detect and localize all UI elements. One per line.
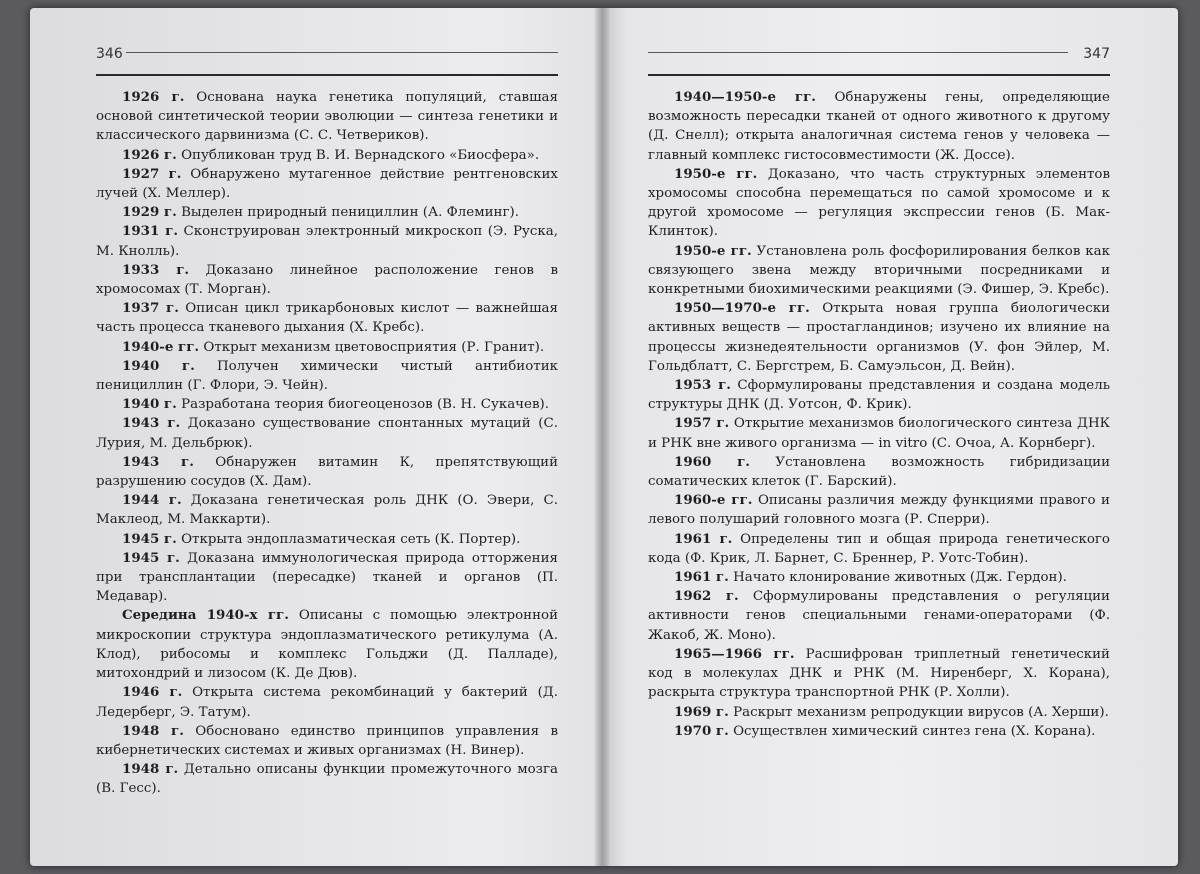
entry-text: Раскрыт механизм репродукции вирусов (А. Херши). bbox=[733, 704, 1109, 720]
entry-text: Доказано, что часть структурных элементов хромосомы способна перемещаться по самой хромосоме и к другой хромосоме — регуляция экспрессии генов (Б. Мак-Клинток). bbox=[648, 166, 1110, 240]
timeline-entry bbox=[96, 414, 558, 452]
left-page-number: 346 bbox=[96, 46, 123, 62]
entry-text: Детально описаны функции промежуточного мозга (В. Гесс). bbox=[96, 762, 558, 797]
entry-text: Установлена роль фосфорилирования белков как связующего звена между вторичными посредниками и конкретными биохимическими реакциями (Э. Фишер, Э. Кребс). bbox=[648, 243, 1110, 298]
left-entries bbox=[96, 88, 558, 799]
entry-text: Обнаружено мутагенное действие рентгеновских лучей (Х. Меллер). bbox=[96, 166, 558, 202]
entry-text: Описаны с помощью электронной микроскопии структура эндоплазматического ретикулума (А. Клод), рибосомы и комплекс Гольджи (Д. Палладе), митохондрий и лизосом (К. Де Дюв). bbox=[96, 608, 559, 682]
timeline-entry bbox=[648, 645, 1110, 703]
timeline-entry bbox=[648, 88, 1110, 165]
right-page bbox=[648, 40, 1110, 850]
entry-year: 1962 г. bbox=[674, 588, 739, 605]
entry-year: 1926 г. bbox=[122, 146, 177, 163]
entry-text: Доказана иммунологическая природа отторжения при трансплантации (пересадке) тканей и органов (П. Медавар). bbox=[96, 550, 558, 605]
entry-year: 1957 г. bbox=[674, 415, 730, 432]
timeline-entry bbox=[648, 703, 1110, 722]
timeline-entry bbox=[648, 587, 1110, 645]
entry-year: 1960-е гг. bbox=[674, 492, 753, 509]
entry-text: Доказано существование спонтанных мутаций (С. Лурия, М. Дельбрюк). bbox=[96, 416, 558, 451]
entry-text: Сформулированы представления о регуляции активности генов специальными генами-операторами (Ф. Жакоб, Ж. Моно). bbox=[648, 589, 1110, 643]
timeline-entry bbox=[96, 146, 558, 165]
entry-year: 1943 г. bbox=[122, 453, 194, 470]
timeline-entry bbox=[648, 299, 1110, 376]
timeline-entry bbox=[96, 606, 558, 683]
entry-text: Открытие механизмов биологического синтеза ДНК и РНК вне живого организма — in vitro (С. Очоа, А. Корнберг). bbox=[648, 416, 1110, 451]
entry-year: 1944 г. bbox=[122, 492, 182, 509]
entry-text: Основана наука генетика популяций, ставшая основой синтетической теории эволюции — синтеза генетики и классического дарвинизма (С. С. Четвериков). bbox=[96, 90, 558, 144]
entry-text: Открыта система рекомбинаций у бактерий (Д. Ледерберг, Э. Татум). bbox=[96, 685, 558, 720]
entry-text: Разработана теория биогеоценозов (В. Н. Сукачев). bbox=[181, 397, 549, 413]
entry-year: 1946 г. bbox=[122, 684, 183, 701]
timeline-entry bbox=[96, 683, 558, 721]
timeline-entry bbox=[96, 491, 558, 529]
entry-text: Выделен природный пенициллин (А. Флеминг). bbox=[181, 205, 519, 221]
entry-year: 1945 г. bbox=[122, 530, 177, 547]
entry-year: 1950-е гг. bbox=[674, 242, 752, 259]
entry-text: Описаны различия между функциями правого и левого полушарий головного мозга (Р. Сперри). bbox=[648, 493, 1110, 528]
entry-year: 1929 г. bbox=[122, 204, 177, 221]
timeline-entry bbox=[96, 299, 558, 337]
timeline-entry bbox=[96, 88, 558, 146]
entry-year: 1945 г. bbox=[122, 549, 180, 566]
timeline-entry bbox=[96, 530, 558, 549]
entry-year: 1940 г. bbox=[122, 396, 177, 413]
timeline-entry bbox=[648, 722, 1110, 741]
entry-text: Опубликован труд В. И. Вернадского «Биосфера». bbox=[181, 147, 540, 163]
timeline-entry bbox=[96, 203, 558, 222]
entry-text: Обосновано единство принципов управления в кибернетических системах и живых организмах (Н. Винер). bbox=[96, 723, 558, 758]
entry-text: Расшифрован триплетный генетический код в молекулах ДНК и РНК (М. Ниренберг, Х. Корана), раскрыта структура транспортной РНК (Р. Холли). bbox=[648, 646, 1110, 701]
header-rule bbox=[648, 52, 1068, 53]
timeline-entry bbox=[648, 165, 1110, 242]
entry-year: 1948 г. bbox=[122, 761, 179, 778]
entry-year: 1937 г. bbox=[122, 300, 179, 317]
entry-text: Открыт механизм цветовосприятия (Р. Гранит). bbox=[203, 339, 545, 355]
entry-year: 1926 г. bbox=[122, 89, 185, 105]
header-rule bbox=[126, 52, 558, 53]
entry-year: 1940 г. bbox=[122, 357, 195, 374]
right-page-header bbox=[648, 40, 1110, 76]
entry-text: Обнаружен витамин К, препятствующий разрушению сосудов (Х. Дам). bbox=[96, 454, 558, 490]
timeline-entry bbox=[96, 722, 558, 760]
entry-year: 1961 г. bbox=[674, 530, 733, 547]
entry-year: 1940—1950-е гг. bbox=[674, 89, 816, 105]
timeline-entry bbox=[648, 530, 1110, 568]
right-page-number: 347 bbox=[1083, 46, 1110, 62]
entry-year: 1948 г. bbox=[122, 722, 184, 739]
entry-year: 1961 г. bbox=[674, 569, 729, 586]
entry-text: Открыта эндоплазматическая сеть (К. Портер). bbox=[181, 531, 521, 547]
timeline-entry bbox=[96, 261, 558, 299]
timeline-entry bbox=[96, 222, 558, 260]
timeline-entry bbox=[96, 165, 558, 203]
timeline-entry bbox=[648, 568, 1110, 587]
entry-year: 1931 г. bbox=[122, 223, 179, 240]
timeline-entry bbox=[648, 491, 1110, 529]
entry-year: 1970 г. bbox=[674, 722, 729, 739]
entry-text: Сформулированы представления и создана модель структуры ДНК (Д. Уотсон, Ф. Крик). bbox=[648, 378, 1110, 413]
entry-text: Осуществлен химический синтез гена (Х. Корана). bbox=[733, 723, 1096, 739]
timeline-entry bbox=[648, 376, 1110, 414]
entry-year: 1960 г. bbox=[674, 453, 750, 470]
timeline-entry bbox=[96, 357, 558, 395]
entry-year: 1965—1966 гг. bbox=[674, 645, 795, 662]
entry-year: 1950—1970-е гг. bbox=[674, 300, 810, 317]
timeline-entry bbox=[648, 242, 1110, 300]
timeline-entry bbox=[96, 338, 558, 357]
entry-year: 1927 г. bbox=[122, 165, 182, 182]
timeline-entry bbox=[96, 549, 558, 607]
left-page-header bbox=[96, 40, 558, 76]
entry-year: 1943 г. bbox=[122, 415, 181, 432]
entry-year: 1950-е гг. bbox=[674, 165, 758, 182]
entry-text: Доказана генетическая роль ДНК (О. Эвери, С. Маклеод, М. Маккарти). bbox=[96, 493, 558, 528]
book-spine bbox=[595, 8, 609, 866]
timeline-entry bbox=[648, 453, 1110, 491]
timeline-entry bbox=[96, 395, 558, 414]
timeline-entry bbox=[96, 760, 558, 798]
right-entries bbox=[648, 88, 1110, 741]
entry-text: Начато клонирование животных (Дж. Гердон). bbox=[733, 570, 1067, 586]
entry-year: 1933 г. bbox=[122, 261, 190, 278]
timeline-entry bbox=[96, 453, 558, 491]
entry-text: Сконструирован электронный микроскоп (Э. Руска, М. Кнолль). bbox=[96, 224, 558, 259]
entry-text: Описан цикл трикарбоновых кислот — важнейшая часть процесса тканевого дыхания (Х. Кребс). bbox=[96, 301, 558, 336]
entry-year: 1940-е гг. bbox=[122, 338, 200, 355]
entry-year: Середина 1940-х гг. bbox=[122, 607, 289, 624]
entry-year: 1953 г. bbox=[674, 377, 731, 394]
entry-text: Доказано линейное расположение генов в хромосомах (Т. Морган). bbox=[96, 262, 558, 298]
timeline-entry bbox=[648, 414, 1110, 452]
entry-text: Открыта новая группа биологически активных веществ — простагландинов; изучено их влияние на процессы жизнедеятельности организмов (У. фон Эйлер, М. Гольдблатт, С. Бергстрем, Б. Самуэльсон, Д. Вейн). bbox=[648, 301, 1111, 374]
left-page bbox=[96, 40, 558, 850]
entry-year: 1969 г. bbox=[674, 703, 729, 720]
entry-text: Получен химически чистый антибиотик пенициллин (Г. Флори, Э. Чейн). bbox=[96, 358, 558, 394]
entry-text: Определены тип и общая природа генетического кода (Ф. Крик, Л. Барнет, С. Бреннер, Р. Уотс-Тобин). bbox=[648, 531, 1110, 566]
entry-text: Установлена возможность гибридизации соматических клеток (Г. Барский). bbox=[648, 454, 1110, 490]
entry-text: Обнаружены гены, определяющие возможность пересадки тканей от одного животного к другому (Д. Снелл); открыта аналогичная система генов у человека — главный комплекс гистосовместимости (Ж. Доссе). bbox=[648, 90, 1110, 163]
